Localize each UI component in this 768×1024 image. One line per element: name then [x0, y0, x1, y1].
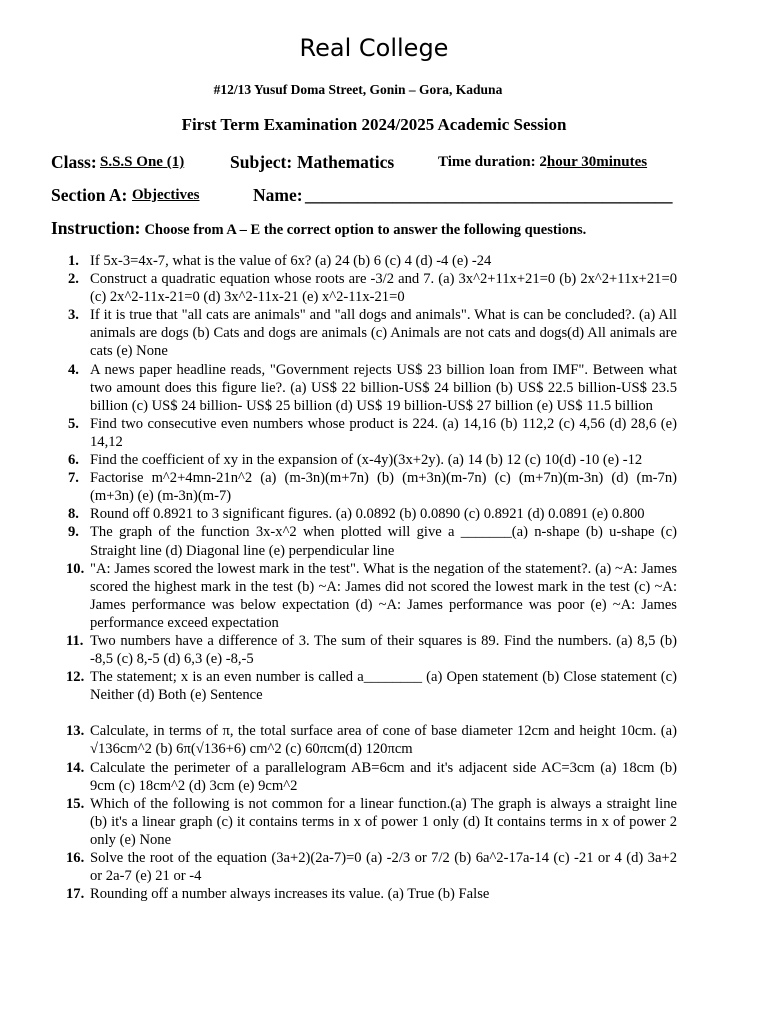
question-item	[51, 885, 677, 903]
question-number: 3.	[68, 307, 79, 324]
time-label	[438, 154, 647, 171]
school-title: Real College	[299, 34, 449, 62]
section-value: Objectives	[132, 187, 200, 203]
instruction-label: Instruction:	[51, 218, 141, 238]
question-number: 11.	[66, 632, 84, 649]
question-text: If it is true that "all cats are animals" and "all dogs and animals". What is can be concluded?. (a) All animals are dogs (b) Cats and dogs are animals (c) Animals are not cats and dogs(d) All animals are cats (e) None	[90, 307, 677, 360]
question-number: 5.	[68, 415, 79, 432]
question-number: 9.	[68, 524, 79, 541]
section-label: Section A:	[51, 185, 128, 205]
school-address: #12/13 Yusuf Doma Street, Gonin – Gora, Kaduna	[213, 82, 503, 97]
question-text: The statement; x is an even number is called a________ (a) Open statement (b) Close statement (c) Neither (d) Both (e) Sentence	[90, 669, 677, 704]
question-number: 12.	[66, 669, 85, 686]
subject-label: Subject:	[230, 152, 293, 172]
instruction	[51, 218, 586, 239]
question-text: Which of the following is not common for a linear function.(a) The graph is always a straight line (b) it's a linear graph (c) it contains terms in x of power 1 only (d) It contains terms in x of power 2 only (e) None	[90, 795, 677, 848]
question-text: Round off 0.8921 to 3 significant figures. (a) 0.0892 (b) 0.0890 (c) 0.8921 (d) 0.0891 (e) 0.800	[90, 506, 645, 523]
question-item	[51, 270, 677, 306]
question-item	[51, 415, 677, 451]
question-item	[51, 469, 677, 505]
time-value: hour 30minutes	[546, 154, 648, 170]
question-item	[51, 668, 677, 704]
question-text: Construct a quadratic equation whose roots are -3/2 and 7. (a) 3x^2+11x+21=0 (b) 2x^2+11x+21=0 (c) 2x^2-11x-21=0 (d) 3x^2-11x-21 (e) x^2-11x-21=0	[90, 271, 677, 306]
instruction-text: Choose from A – E the correct option to answer the following questions.	[144, 222, 587, 238]
question-number: 7.	[68, 470, 79, 487]
question-item	[51, 361, 677, 415]
question-item	[51, 632, 677, 668]
question-text: Calculate, in terms of π, the total surface area of cone of base diameter 12cm and height 10cm. (a) √136cm^2 (b) 6π(√136+6) cm^2 (c) 60πcm(d) 120πcm	[90, 723, 677, 758]
question-number: 16.	[66, 850, 85, 866]
question-number: 14.	[66, 759, 85, 776]
question-item	[51, 849, 677, 885]
question-text: Calculate the perimeter of a parallelogram AB=6cm and it's adjacent side AC=3cm (a) 18cm (b) 9cm (c) 18cm^2 (d) 3cm (e) 9cm^2	[90, 759, 677, 794]
question-item	[51, 523, 677, 559]
question-item	[51, 722, 677, 758]
class-label: Class:	[51, 152, 97, 172]
question-item	[51, 560, 677, 632]
question-text: Two numbers have a difference of 3. The sum of their squares is 89. Find the numbers. (a) 8,5 (b) -8,5 (c) 8,-5 (d) 6,3 (e) -8,-5	[90, 632, 677, 668]
question-item	[51, 451, 677, 469]
question-text: The graph of the function 3x-x^2 when plotted will give a _______(a) n-shape (b) u-shape (c) Straight line (d) Diagonal line (e) perpendicular line	[90, 524, 677, 559]
question-text: "A: James scored the lowest mark in the test". What is the negation of the statement?. (a) ~A: James scored the highest mark in the test (b) ~A: James did not scored the lowest mark in the test (c) ~A: James performance was below expectation (d) ~A: James performance was poor (e) ~A: James performance exceed expectation	[90, 560, 677, 631]
question-item	[51, 759, 677, 795]
question-number: 13.	[66, 723, 85, 740]
question-number: 6.	[68, 452, 79, 469]
question-number: 1.	[68, 253, 79, 269]
question-item	[51, 306, 677, 360]
question-text: If 5x-3=4x-7, what is the value of 6x? (a) 24 (b) 6 (c) 4 (d) -4 (e) -24	[90, 253, 492, 269]
question-number: 15.	[66, 795, 85, 812]
name-label: Name:	[253, 185, 303, 205]
subject-value: Mathematics	[297, 152, 395, 172]
question-item	[51, 252, 677, 270]
question-text: Find the coefficient of xy in the expansion of (x-4y)(3x+2y). (a) 14 (b) 12 (c) 10(d) -10 (e) -12	[90, 452, 643, 469]
time-label-text: Time duration: 2	[438, 154, 547, 170]
question-number: 8.	[68, 506, 79, 523]
name-blank: __________________________________________	[305, 185, 673, 205]
question-number: 2.	[68, 271, 79, 288]
question-item	[51, 505, 677, 523]
class-info-row	[51, 152, 751, 176]
question-item	[51, 795, 677, 849]
question-text: Factorise m^2+4mn-21n^2 (a) (m-3n)(m+7n) (b) (m+3n)(m-7n) (c) (m+7n)(m-3n) (d) (m-7n)(m+3n) (e) (m-3n)(m-7)	[90, 470, 677, 505]
question-number: 4.	[68, 361, 79, 378]
question-number: 10.	[66, 560, 85, 577]
question-text: A news paper headline reads, "Government rejects US$ 23 billion loan from IMF". Between what two amount does this figure lie?. (a) US$ 22 billion-US$ 24 billion (b) US$ 22.5 billion-US$ 23.5 billion (c) US$ 24 billion- US$ 25 billion (d) US$ 19 billion-US$ 27 billion (e) US$ 11.5 billion	[90, 361, 677, 414]
question-list	[51, 252, 677, 903]
section-info-row	[51, 185, 751, 209]
question-text: Rounding off a number always increases its value. (a) True (b) False	[90, 886, 490, 903]
class-value: S.S.S One (1)	[100, 154, 185, 170]
question-number: 17.	[66, 886, 85, 903]
exam-session: First Term Examination 2024/2025 Academic Session	[181, 115, 567, 134]
question-text: Find two consecutive even numbers whose product is 224. (a) 14,16 (b) 112,2 (c) 4,56 (d) 28,6 (e) 14,12	[90, 415, 677, 450]
question-text: Solve the root of the equation (3a+2)(2a-7)=0 (a) -2/3 or 7/2 (b) 6a^2-17a-14 (c) -21 or 4 (d) 3a+2 or 2a-7 (e) 21 or -4	[90, 850, 677, 885]
